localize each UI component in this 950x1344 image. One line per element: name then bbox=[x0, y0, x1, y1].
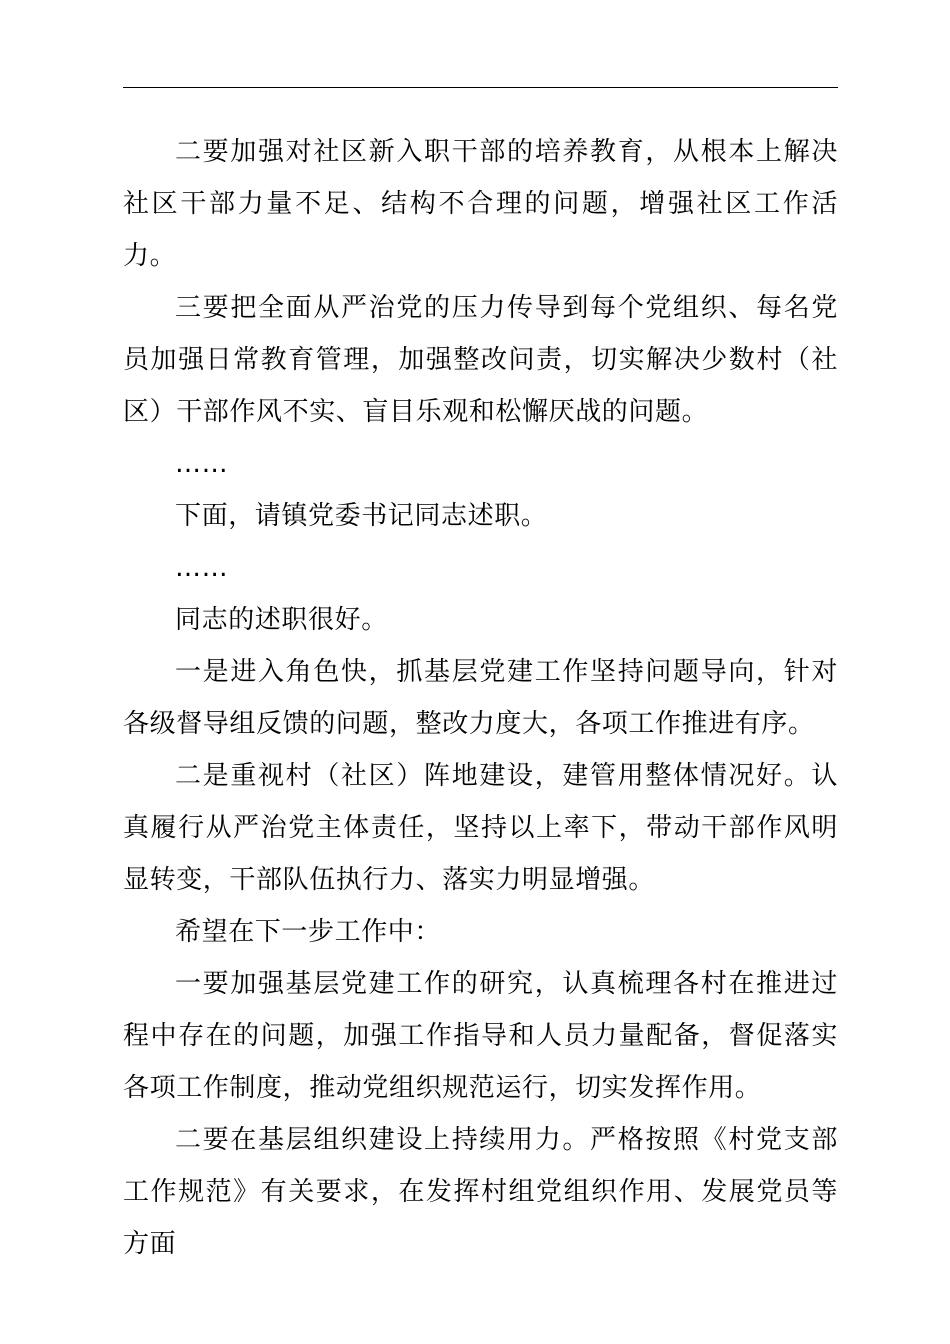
paragraph: 希望在下一步工作中： bbox=[175, 917, 442, 947]
paragraph: 同志的述职很好。 bbox=[175, 605, 388, 635]
paragraph: 一要加强基层党建工作的研究，认真梳理各村在推进过程中存在的问题，加强工作指导和人员力量配备，督促落实各项工作制度，推动党组织规范运行，切实发挥作用。 bbox=[123, 969, 838, 1103]
paragraph: 二要在基层组织建设上持续用力。严格按照《村党支部工作规范》有关要求，在发挥村组党组织作用、发展党员等方面 bbox=[123, 1125, 838, 1259]
paragraph: 二是重视村（社区）阵地建设，建管用整体情况好。认真履行从严治党主体责任，坚持以上率下，带动干部作风明显转变，干部队伍执行力、落实力明显增强。 bbox=[123, 761, 838, 895]
paragraph: …… bbox=[175, 449, 229, 479]
paragraph: 三要把全面从严治党的压力传导到每个党组织、每名党员加强日常教育管理，加强整改问责，切实解决少数村（社区）干部作风不实、盲目乐观和松懈厌战的问题。 bbox=[123, 293, 838, 427]
paragraph: 下面，请镇党委书记同志述职。 bbox=[175, 501, 548, 531]
document-body bbox=[123, 126, 838, 1270]
paragraph: …… bbox=[175, 553, 229, 583]
header-rule bbox=[123, 87, 838, 88]
paragraph: 一是进入角色快，抓基层党建工作坚持问题导向，针对各级督导组反馈的问题，整改力度大，各项工作推进有序。 bbox=[123, 657, 838, 739]
paragraph: 二要加强对社区新入职干部的培养教育，从根本上解决社区干部力量不足、结构不合理的问题，增强社区工作活力。 bbox=[123, 137, 838, 271]
